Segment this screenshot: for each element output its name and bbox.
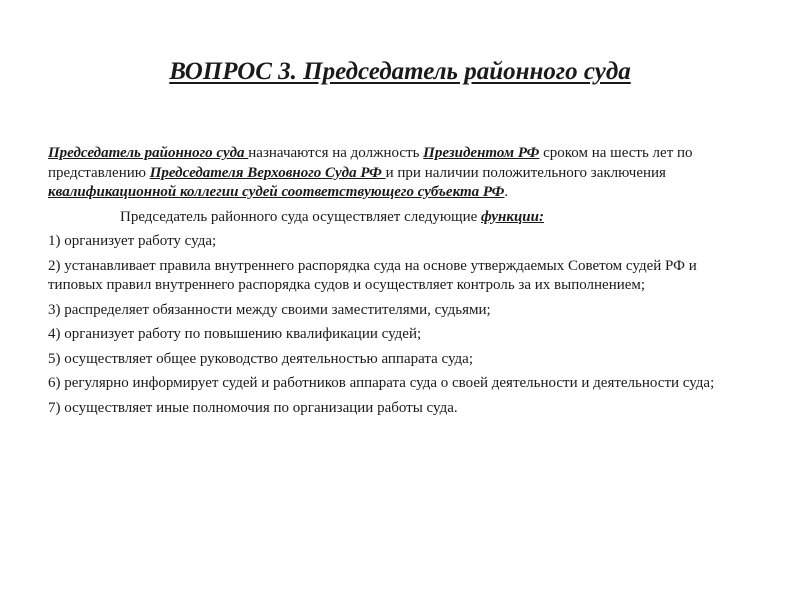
list-item: 2) устанавливает правила внутреннего распорядка суда на основе утверждаемых Советом судей РФ и типовых правил внутреннего распорядка судов и осуществляет контроль за их выполнением; [48, 257, 697, 293]
list-item: 5) осуществляет общее руководство деятельностью аппарата суда; [48, 350, 474, 367]
intro-term-president: Президентом РФ [423, 145, 540, 161]
functions-intro-text: Председатель районного суда осуществляет следующие [120, 208, 482, 225]
intro-term-chairman: Председатель районного суда [48, 145, 249, 161]
page-title: ВОПРОС 3. Председатель районного суда [169, 58, 631, 85]
functions-intro [48, 208, 748, 228]
intro-text: назначаются на должность [248, 145, 424, 161]
intro-text: . [504, 184, 509, 200]
list-item: 7) осуществляет иные полномочия по организации работы суда. [48, 399, 458, 416]
slide-body [48, 144, 748, 423]
intro-text: и при наличии положительного заключения [385, 164, 666, 181]
list-item: 6) регулярно информирует судей и работников аппарата суда о своей деятельности и деятельности суда; [48, 375, 715, 391]
list-item: 1) организует работу суда; [48, 233, 217, 249]
intro-term-qualification-board: квалификационной коллегии судей соответствующего субъекта РФ [48, 184, 505, 200]
list-item: 4) организует работу по повышению квалификации судей; [48, 326, 422, 342]
intro-term-supreme-court-chairman: Председателя Верховного Суда РФ [149, 164, 386, 181]
list-item: 3) распределяет обязанности между своими заместителями, судьями; [48, 301, 491, 318]
functions-term: функции: [481, 208, 544, 225]
intro-text: сроком на шесть лет по представлению [48, 145, 693, 181]
intro-paragraph [48, 144, 748, 203]
